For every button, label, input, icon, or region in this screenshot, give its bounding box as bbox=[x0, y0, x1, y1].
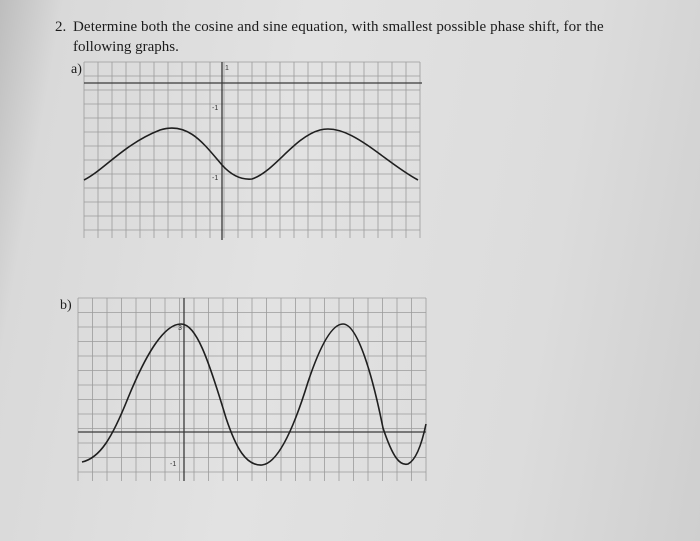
graph-b-y-top-label: 3 bbox=[178, 325, 182, 332]
graph-a-y-low-label: -1 bbox=[212, 175, 219, 182]
graph-a-svg bbox=[84, 62, 424, 242]
graph-a-grid bbox=[84, 62, 420, 238]
graph-a bbox=[84, 62, 424, 242]
graph-a-y-mid-label: -1 bbox=[212, 105, 219, 112]
graph-b-y-bottom-label: -1 bbox=[170, 461, 177, 468]
graph-b-curve bbox=[82, 324, 426, 465]
question-text-line1: Determine both the cosine and sine equation, with smallest possible phase shift, for the bbox=[73, 19, 604, 35]
graph-b bbox=[78, 298, 428, 483]
part-b-label: b) bbox=[60, 298, 72, 313]
question-text-line2: following graphs. bbox=[73, 39, 179, 55]
question-number: 2. bbox=[55, 19, 67, 35]
graph-a-curve bbox=[84, 128, 418, 180]
graph-b-svg bbox=[78, 298, 428, 483]
part-a-label: a) bbox=[71, 62, 82, 77]
graph-a-y-top-label: 1 bbox=[225, 65, 229, 72]
